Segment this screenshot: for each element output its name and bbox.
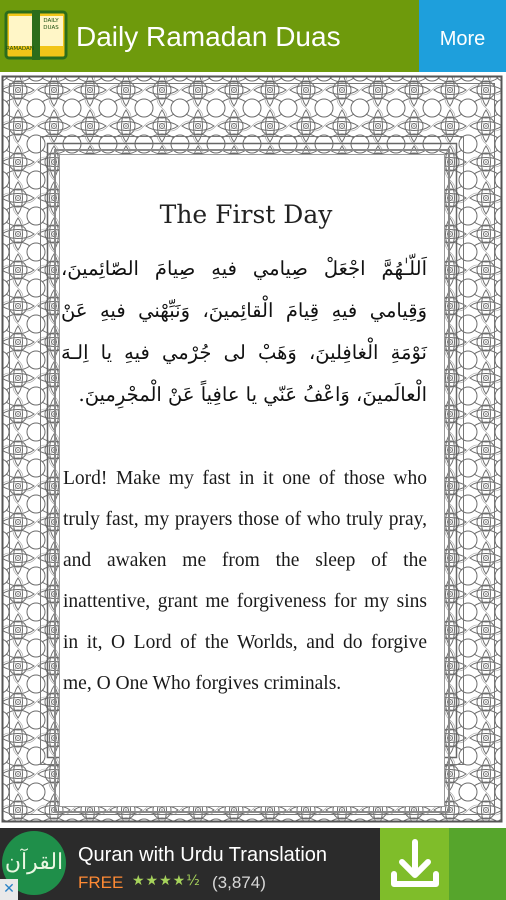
more-button[interactable]: More xyxy=(419,0,506,72)
dua-card xyxy=(60,155,444,806)
dua-day-title: The First Day xyxy=(159,200,333,229)
ad-banner[interactable] xyxy=(0,828,506,900)
app-title: Daily Ramadan Duas xyxy=(76,21,341,52)
ad-rating-stars: ★★★★½ xyxy=(132,873,201,889)
ad-download-strip xyxy=(449,828,506,900)
app-logo-icon xyxy=(4,6,68,64)
dua-page xyxy=(0,72,506,828)
ad-price: FREE xyxy=(78,873,124,892)
dua-text-area xyxy=(61,72,431,710)
ad-app-title: Quran with Urdu Translation xyxy=(78,844,328,866)
app-logo-right-text-1: DAILY xyxy=(43,18,59,24)
app-bar xyxy=(0,0,506,72)
ad-review-count: (3,874) xyxy=(212,873,266,892)
dua-english-translation: Lord! Make my fast in it one of those who truly fast, my prayers those of who truly pray, and awaken me from the sleep of the inattentive, grant me forgiveness for my sins in it, O Lord of the Worlds, and do forgive me, O One Who forgives criminals. xyxy=(63,468,427,694)
dua-arabic-text: اَللّـٰهُمَّ اجْعَلْ صِيامي فيهِ صِيامَ الصّائِمينَ، وَقِيامي فيهِ قِيامَ الْقائِمينَ، وَنَبِّهْني فيهِ عَنْ نَوْمَةِ الْغافِلينَ، وَهَبْ لى جُرْمي فيهِ يا اِلـهَ الْعالَمينَ، وَاعْفُ عَنّي يا عافِياً عَنْ الْمجْرِمينَ. xyxy=(61,257,427,406)
download-icon xyxy=(380,828,450,900)
app-logo-left-text: RAMADAN xyxy=(6,46,34,52)
ad-close-button[interactable]: ✕ xyxy=(0,879,18,900)
ad-logo-text: القرآن xyxy=(4,850,64,875)
app-logo-right-text-2: DUAS xyxy=(43,25,59,31)
